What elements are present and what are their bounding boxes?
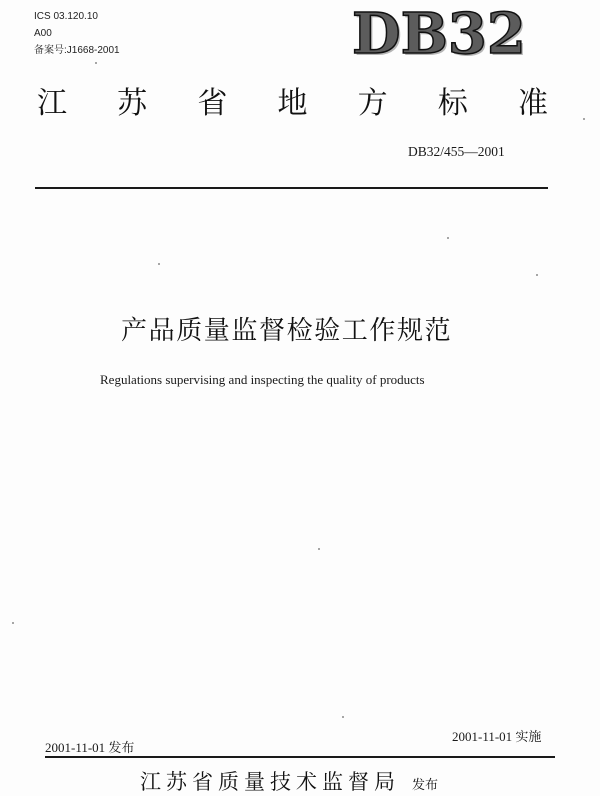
publication-date: 2001-11-01 发布 <box>45 740 135 755</box>
scan-speck <box>536 274 538 276</box>
filing-number: 备案号:J1668-2001 <box>34 45 120 56</box>
document-title-en: Regulations supervising and inspecting the quality of products <box>100 372 425 387</box>
scan-speck <box>318 548 320 550</box>
scan-speck <box>158 263 160 265</box>
document-title-zh: 产品质量监督检验工作规范 <box>121 316 453 346</box>
header-divider <box>35 187 548 189</box>
scan-speck <box>583 118 585 120</box>
ics-code: ICS 03.120.10 <box>34 11 98 22</box>
issuer-line <box>140 770 438 796</box>
implementation-date: 2001-11-01 实施 <box>452 729 542 744</box>
scan-speck <box>447 237 449 239</box>
issuer-name: 江苏省质量技术监督局 <box>140 770 400 794</box>
standard-type-heading: 江 苏 省 地 方 标 准 <box>37 86 548 121</box>
standard-number: DB32/455—2001 <box>408 144 505 159</box>
scan-speck <box>95 62 97 64</box>
standard-mark-logo: DB32 <box>352 1 526 67</box>
classification-code: A00 <box>34 28 52 39</box>
scan-speck <box>12 622 14 624</box>
footer-divider <box>45 756 555 758</box>
scan-speck <box>342 716 344 718</box>
issuer-suffix: 发布 <box>412 778 439 793</box>
